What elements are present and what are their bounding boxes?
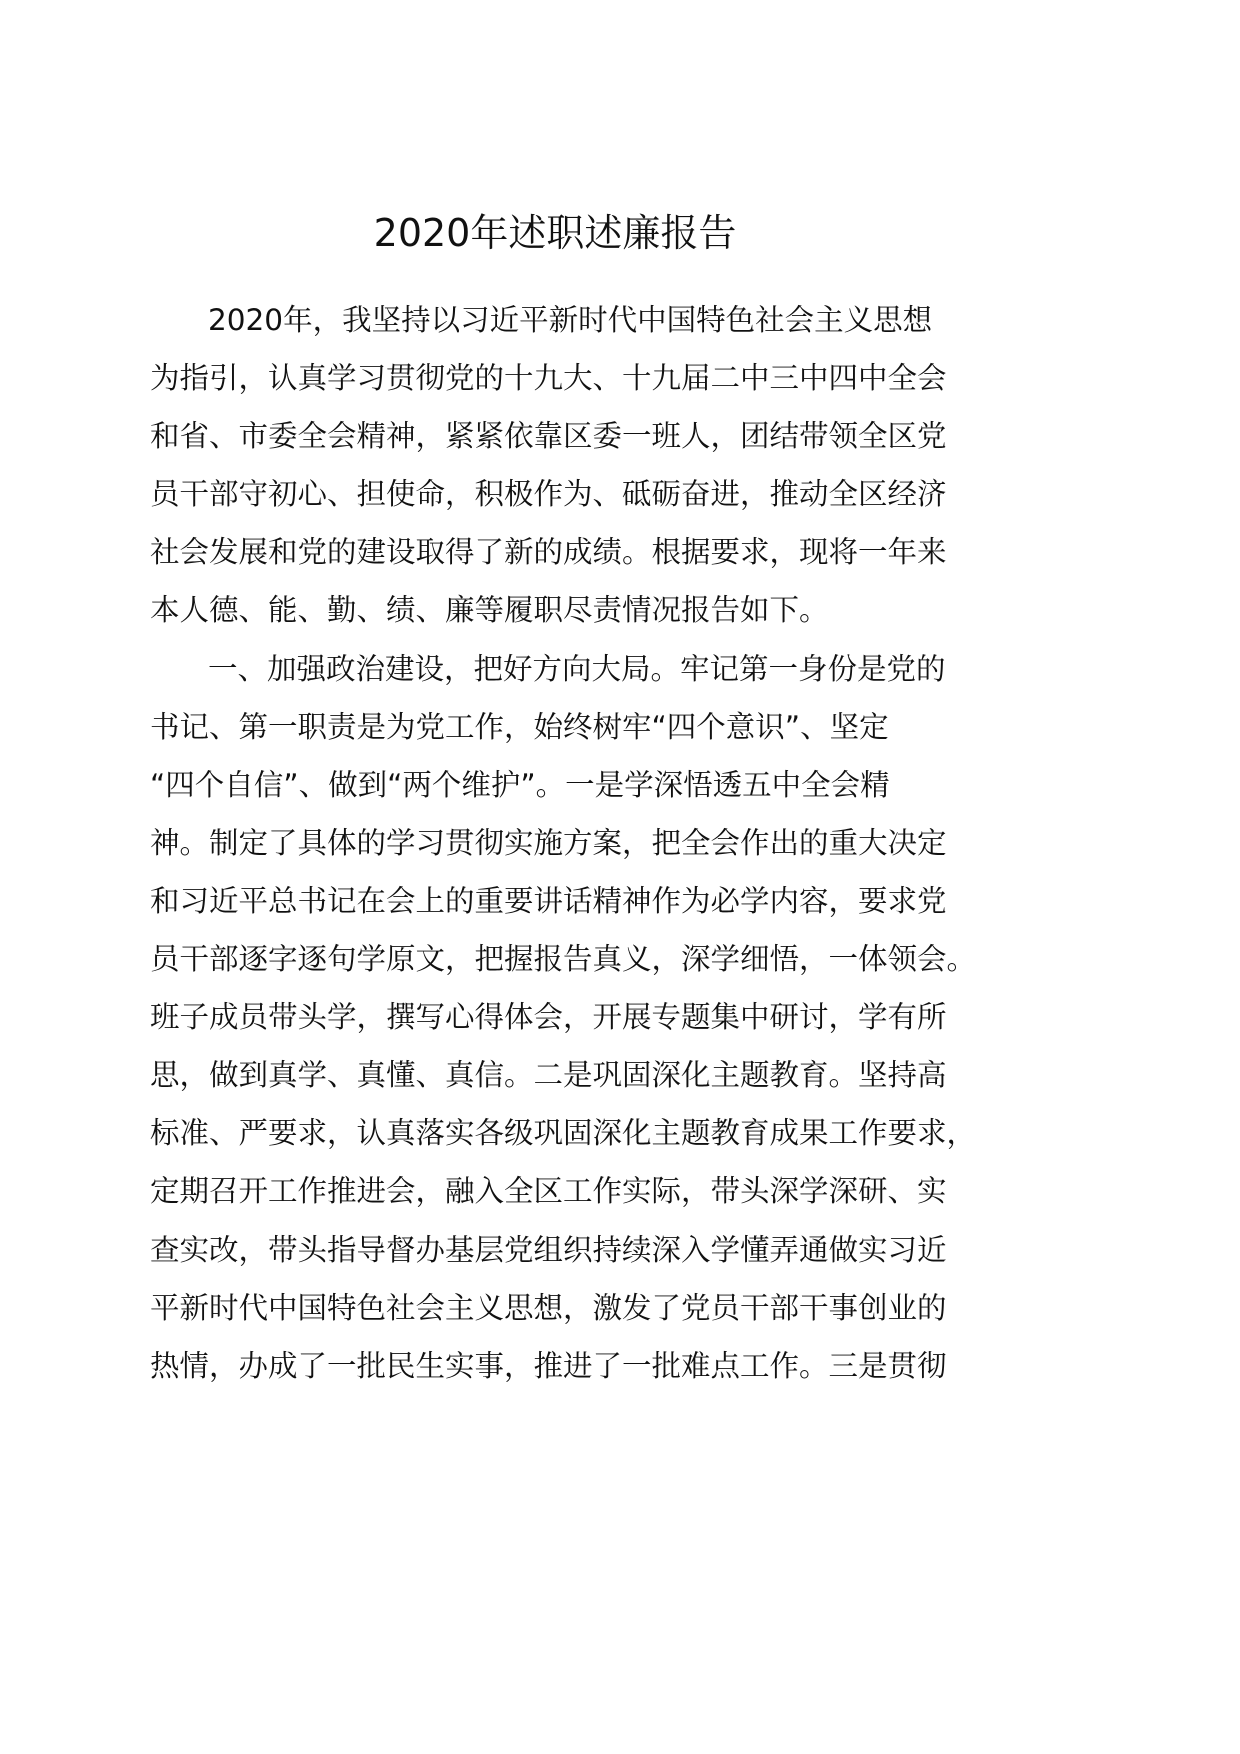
paragraph-line: 员干部守初心、担使命，积极作为、砥砺奋进，推动全区经济 [150, 477, 947, 512]
paragraph-line: 思，做到真学、真懂、真信。二是巩固深化主题教育。坚持高 [150, 1058, 947, 1093]
paragraph-line: 社会发展和党的建设取得了新的成绩。根据要求，现将一年来 [150, 535, 947, 570]
paragraph-line: 查实改，带头指导督办基层党组织持续深入学懂弄通做实习近 [150, 1232, 947, 1267]
paragraph-line: 定期召开工作推进会，融入全区工作实际，带头深学深研、实 [150, 1174, 947, 1209]
paragraph-line: 和习近平总书记在会上的重要讲话精神作为必学内容，要求党 [150, 883, 947, 918]
paragraph-line: 班子成员带头学，撰写心得体会，开展专题集中研讨，学有所 [150, 1000, 947, 1035]
document-body [150, 300, 1110, 1404]
paragraph-line: 本人德、能、勤、绩、廉等履职尽责情况报告如下。 [150, 593, 829, 628]
document-title: 2020年述职述廉报告 [373, 211, 737, 255]
paragraph-line: 2020年，我坚持以习近平新时代中国特色社会主义思想 [208, 303, 933, 337]
paragraph-line: 和省、市委全会精神，紧紧依靠区委一班人，团结带领全区党 [150, 419, 947, 454]
paragraph-line: 书记、第一职责是为党工作，始终树牢“四个意识”、坚定 [150, 709, 889, 744]
paragraph-line: 员干部逐字逐句学原文，把握报告真义，深学细悟，一体领会。 [150, 942, 977, 977]
paragraph-line: “四个自信”、做到“两个维护”。一是学深悟透五中全会精 [150, 767, 890, 802]
paragraph-line: 为指引，认真学习贯彻党的十九大、十九届二中三中四中全会 [150, 361, 947, 396]
paragraph-line: 平新时代中国特色社会主义思想，激发了党员干部干事创业的 [150, 1290, 947, 1325]
paragraph-line: 神。制定了具体的学习贯彻实施方案，把全会作出的重大决定 [150, 825, 947, 860]
section-heading-line: 一、加强政治建设，把好方向大局。牢记第一身份是党的 [208, 651, 946, 686]
paragraph-line: 标准、严要求，认真落实各级巩固深化主题教育成果工作要求， [150, 1116, 977, 1151]
paragraph-line: 热情，办成了一批民生实事，推进了一批难点工作。三是贯彻 [150, 1348, 947, 1383]
